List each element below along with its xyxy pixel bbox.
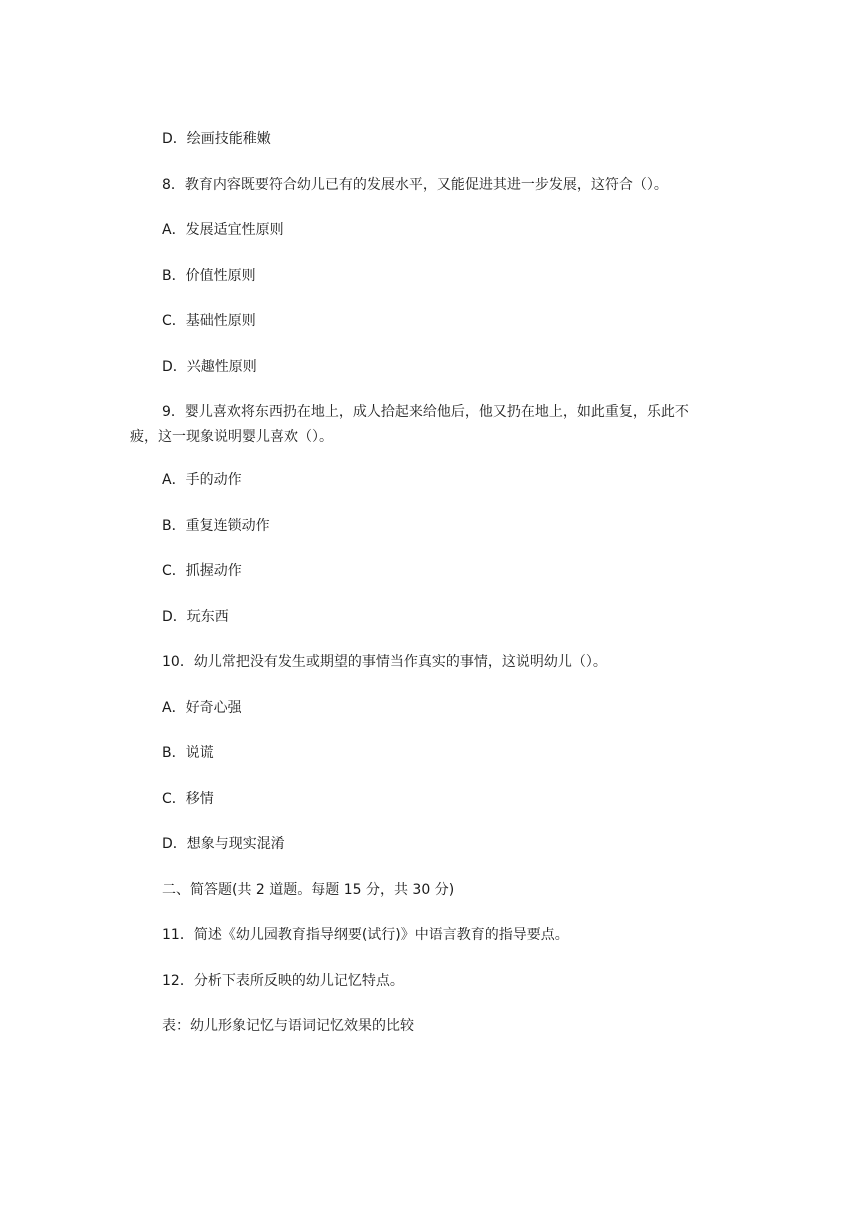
q8-option-d: D．兴趣性原则 xyxy=(162,359,257,375)
q7-option-d: D．绘画技能稚嫩 xyxy=(162,131,271,147)
q11-question: 11．简述《幼儿园教育指导纲要(试行)》中语言教育的指导要点。 xyxy=(162,927,569,943)
q8-question: 8．教育内容既要符合幼儿已有的发展水平，又能促进其进一步发展，这符合（）。 xyxy=(162,177,668,193)
section-heading: 二、简答题(共 2 道题。每题 15 分，共 30 分) xyxy=(162,882,455,898)
q8-option-a: A．发展适宜性原则 xyxy=(162,222,284,238)
q8-option-b: B．价值性原则 xyxy=(162,268,256,284)
q9-option-b: B．重复连锁动作 xyxy=(162,518,270,534)
q8-option-c: C．基础性原则 xyxy=(162,313,256,329)
q9-option-c: C．抓握动作 xyxy=(162,563,242,579)
q10-option-d: D．想象与现实混淆 xyxy=(162,836,285,852)
q10-question: 10．幼儿常把没有发生或期望的事情当作真实的事情，这说明幼儿（）。 xyxy=(162,654,607,670)
q9-question-line2: 疲，这一现象说明婴儿喜欢（）。 xyxy=(130,429,333,445)
q9-question-line1: 9．婴儿喜欢将东西扔在地上，成人拾起来给他后，他又扔在地上，如此重复，乐此不 xyxy=(162,404,689,420)
q10-option-c: C．移情 xyxy=(162,791,214,807)
table-caption: 表：幼儿形象记忆与语词记忆效果的比较 xyxy=(162,1018,414,1034)
q10-option-a: A．好奇心强 xyxy=(162,700,242,716)
q9-option-d: D．玩东西 xyxy=(162,609,229,625)
q12-question: 12．分析下表所反映的幼儿记忆特点。 xyxy=(162,973,404,989)
q10-option-b: B．说谎 xyxy=(162,745,214,761)
q9-option-a: A．手的动作 xyxy=(162,472,242,488)
